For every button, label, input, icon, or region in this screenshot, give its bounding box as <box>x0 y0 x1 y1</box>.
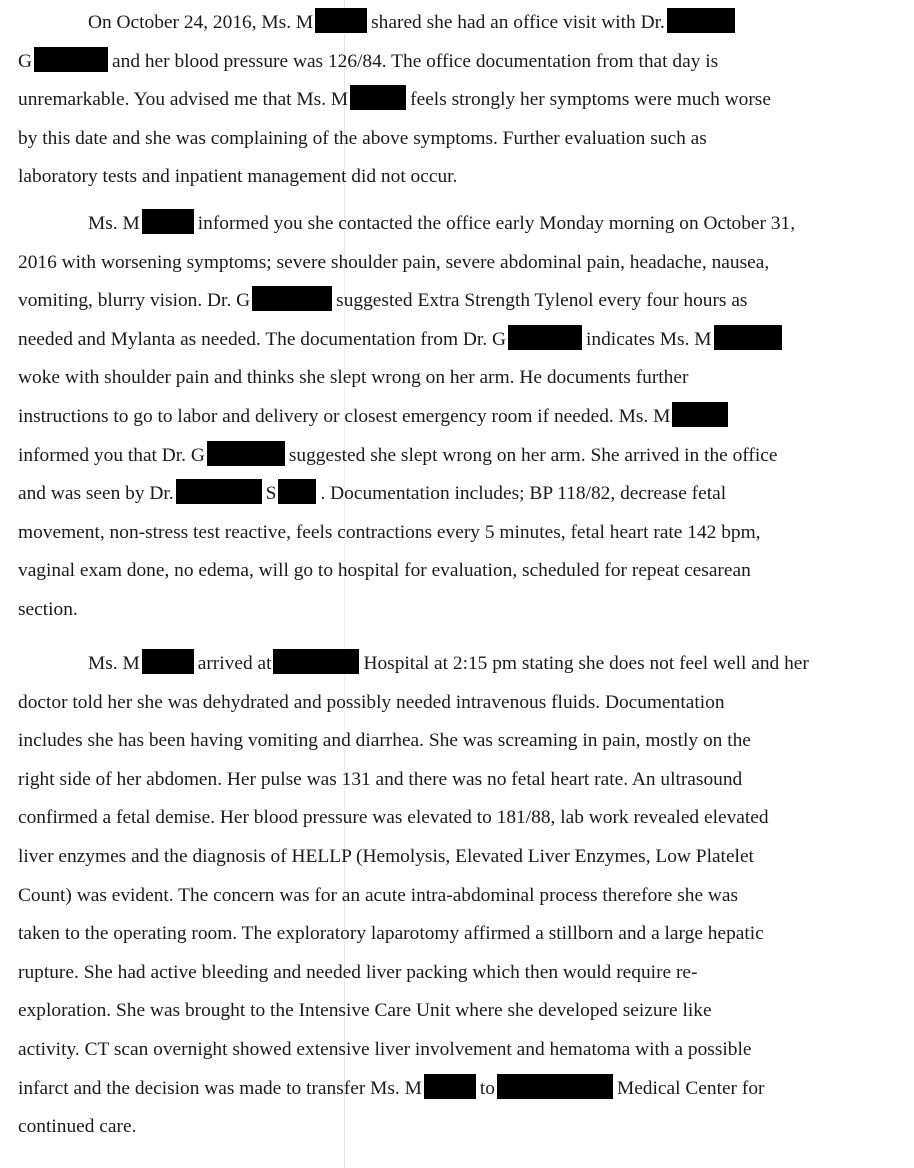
redaction-box <box>142 649 194 674</box>
text-segment: informed you that Dr. G <box>18 444 205 466</box>
text-segment: shared she had an office visit with Dr. <box>371 12 665 33</box>
text-line <box>18 282 747 321</box>
text-segment: unremarkable. You advised me that Ms. M <box>18 89 349 111</box>
text-segment: doctor told her she was dehydrated and possibly needed intravenous fluids. Documentation <box>18 691 725 713</box>
text-line <box>18 244 769 283</box>
text-line <box>18 437 777 476</box>
text-segment: activity. CT scan overnight showed extensive liver involvement and hematoma with a possible <box>18 1039 752 1060</box>
text-segment: indicates Ms. M <box>586 328 712 350</box>
redaction-box <box>278 479 316 504</box>
text-segment: and was seen by Dr. <box>18 483 174 505</box>
text-segment: 2016 with worsening symptoms; severe shoulder pain, severe abdominal pain, headache, nausea, <box>18 251 770 273</box>
text-line <box>18 799 769 838</box>
text-line <box>18 954 698 993</box>
text-line <box>88 4 739 43</box>
text-line <box>18 43 718 82</box>
text-segment: needed and Mylanta as needed. The documentation from Dr. G <box>18 328 507 350</box>
text-line <box>18 158 457 197</box>
text-segment: confirmed a fetal demise. Her blood pressure was elevated to 181/88, lab work revealed elevated <box>18 807 769 829</box>
text-line <box>18 684 725 723</box>
text-segment: arrived at <box>197 653 272 674</box>
text-segment: exploration. She was brought to the Intensive Care Unit where she developed seizure like <box>18 1000 712 1022</box>
text-segment: section. <box>18 599 78 620</box>
text-segment: woke with shoulder pain and thinks she slept wrong on her arm. He documents further <box>18 367 689 389</box>
text-line <box>18 591 78 630</box>
text-segment: includes she has been having vomiting and diarrhea. She was screaming in pain, mostly on the <box>18 730 751 752</box>
text-segment: liver enzymes and the diagnosis of HELLP (Hemolysis, Elevated Liver Enzymes, Low Platelet <box>18 846 754 867</box>
redaction-box <box>497 1074 613 1099</box>
text-segment: continued care. <box>18 1116 137 1138</box>
redaction-box <box>424 1074 476 1099</box>
text-line <box>18 120 707 159</box>
redaction-box <box>714 325 782 350</box>
text-line <box>18 761 742 800</box>
text-segment: Hospital at 2:15 pm stating she does not feel well and her <box>363 653 809 674</box>
text-line <box>88 205 795 244</box>
text-line <box>18 722 751 761</box>
redaction-box <box>667 8 735 33</box>
text-line <box>18 877 738 916</box>
redaction-box <box>142 209 194 234</box>
text-line <box>18 514 761 553</box>
text-segment: rupture. She had active bleeding and needed liver packing which then would require re- <box>18 961 698 983</box>
text-segment: vaginal exam done, no edema, will go to hospital for evaluation, scheduled for repeat cesarean <box>18 560 751 582</box>
text-segment: laboratory tests and inpatient management did not occur. <box>18 166 458 188</box>
redaction-box <box>508 325 582 350</box>
text-segment: right side of her abdomen. Her pulse was 131 and there was no fetal heart rate. An ultrasound <box>18 768 743 790</box>
text-line <box>18 475 726 514</box>
text-line <box>18 1070 764 1109</box>
text-segment: movement, non-stress test reactive, feels contractions every 5 minutes, fetal heart rate 142 bpm, <box>18 521 761 543</box>
text-segment: instructions to go to labor and delivery or closest emergency room if needed. Ms. M <box>18 406 671 427</box>
text-segment: Medical Center for <box>616 1077 765 1099</box>
redaction-box <box>252 286 332 311</box>
redaction-box <box>315 8 367 33</box>
text-segment: Count) was evident. The concern was for an acute intra-abdominal process therefore she was <box>18 884 739 906</box>
text-segment: infarct and the decision was made to transfer Ms. M <box>18 1077 422 1099</box>
text-segment: and her blood pressure was 126/84. The office documentation from that day is <box>112 50 719 72</box>
text-segment: Ms. M <box>88 213 140 234</box>
text-segment: informed you she contacted the office early Monday morning on October 31, <box>197 213 796 234</box>
redaction-box <box>350 85 406 110</box>
text-line <box>18 992 712 1031</box>
text-line <box>18 359 688 398</box>
text-line <box>18 838 754 877</box>
text-segment: to <box>479 1077 495 1099</box>
text-segment: by this date and she was complaining of the above symptoms. Further evaluation such as <box>18 127 707 149</box>
text-segment: suggested she slept wrong on her arm. She arrived in the office <box>288 444 778 466</box>
redaction-box <box>176 479 262 504</box>
text-segment: feels strongly her symptoms were much worse <box>410 89 771 111</box>
text-line <box>18 321 786 360</box>
text-line <box>18 1108 136 1147</box>
redaction-box <box>207 441 285 466</box>
text-segment: G <box>18 50 33 72</box>
text-line <box>18 1031 751 1070</box>
text-segment: suggested Extra Strength Tylenol every four hours as <box>336 290 748 312</box>
text-line <box>18 915 764 954</box>
redaction-box <box>672 402 728 427</box>
text-segment: Ms. M <box>88 653 140 674</box>
redaction-box <box>34 47 108 72</box>
text-segment: vomiting, blurry vision. Dr. G <box>18 290 251 312</box>
redaction-box <box>273 649 359 674</box>
text-segment: . Documentation includes; BP 118/82, decrease fetal <box>320 483 727 505</box>
text-segment: S <box>265 483 277 505</box>
text-segment: On October 24, 2016, Ms. M <box>88 12 314 33</box>
text-line <box>88 645 809 684</box>
text-line <box>18 398 732 437</box>
text-line <box>18 552 751 591</box>
text-line <box>18 81 771 120</box>
text-segment: taken to the operating room. The exploratory laparotomy affirmed a stillborn and a large hepatic <box>18 923 764 945</box>
